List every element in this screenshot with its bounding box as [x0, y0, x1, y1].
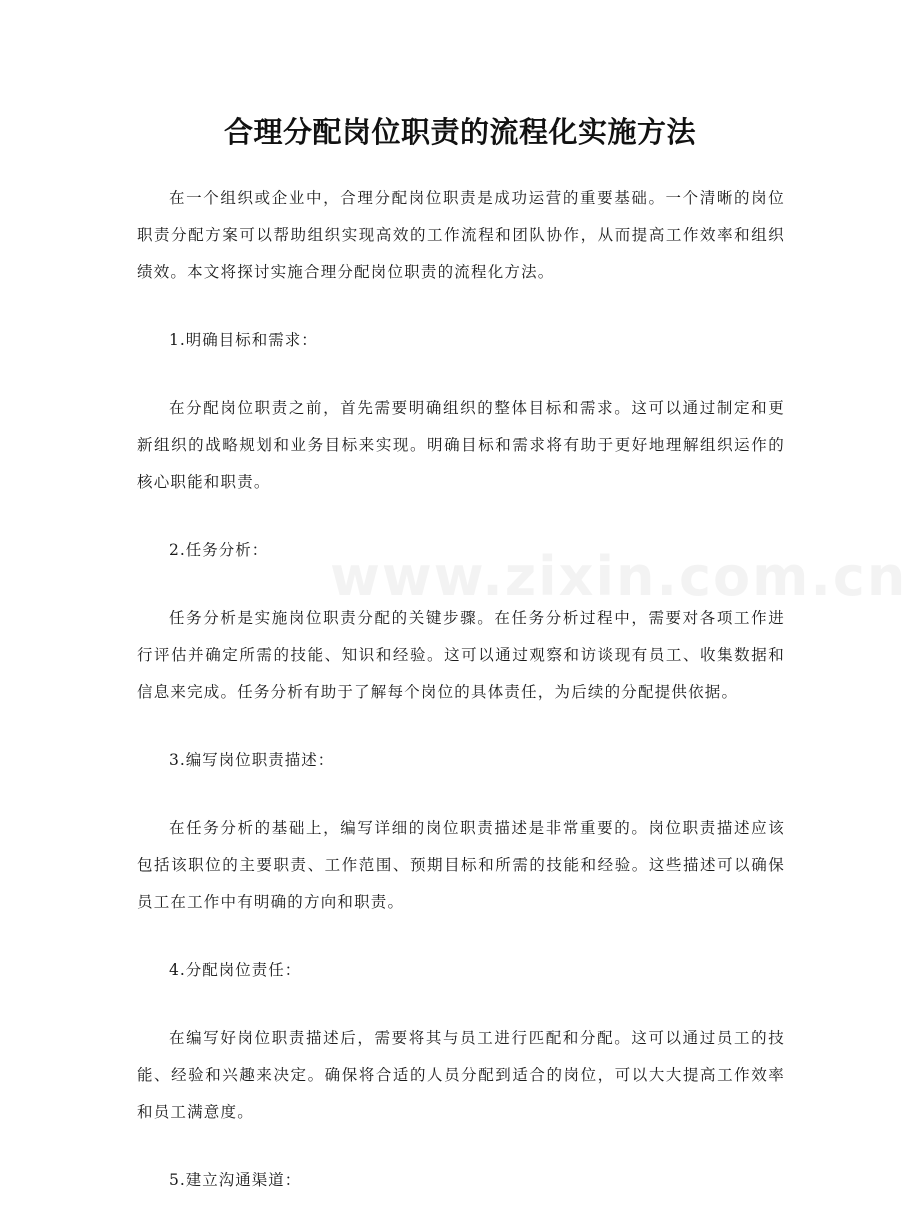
section-body-4: 在编写好岗位职责描述后，需要将其与员工进行匹配和分配。这可以通过员工的技能、经验和兴趣来决定。确保将合适的人员分配到适合的岗位，可以大大提高工作效率和员工满意度。	[137, 1029, 785, 1121]
section-body-1: 在分配岗位职责之前，首先需要明确组织的整体目标和需求。这可以通过制定和更新组织的战略规划和业务目标来实现。明确目标和需求将有助于更好地理解组织运作的核心职能和职责。	[137, 399, 785, 491]
section-heading-4: 4.分配岗位责任：	[169, 961, 302, 979]
section-heading-1: 1.明确目标和需求：	[169, 331, 318, 349]
section-heading-5: 5.建立沟通渠道：	[169, 1171, 302, 1189]
section-body-3: 在任务分析的基础上，编写详细的岗位职责描述是非常重要的。岗位职责描述应该包括该职位的主要职责、工作范围、预期目标和所需的技能和经验。这些描述可以确保员工在工作中有明确的方向和职责。	[137, 819, 785, 911]
watermark: www.zixin.com.cn	[330, 545, 908, 608]
page-title: 合理分配岗位职责的流程化实施方法	[223, 115, 696, 149]
section-heading-2: 2.任务分析：	[169, 541, 269, 559]
section-heading-3: 3.编写岗位职责描述：	[169, 751, 335, 769]
section-body-2: 任务分析是实施岗位职责分配的关键步骤。在任务分析过程中，需要对各项工作进行评估并确定所需的技能、知识和经验。这可以通过观察和访谈现有员工、收集数据和信息来完成。任务分析有助于了解每个岗位的具体责任，为后续的分配提供依据。	[137, 609, 785, 701]
intro-paragraph: 在一个组织或企业中，合理分配岗位职责是成功运营的重要基础。一个清晰的岗位职责分配方案可以帮助组织实现高效的工作流程和团队协作，从而提高工作效率和组织绩效。本文将探讨实施合理分配岗位职责的流程化方法。	[137, 189, 785, 281]
document-body	[137, 180, 785, 1230]
